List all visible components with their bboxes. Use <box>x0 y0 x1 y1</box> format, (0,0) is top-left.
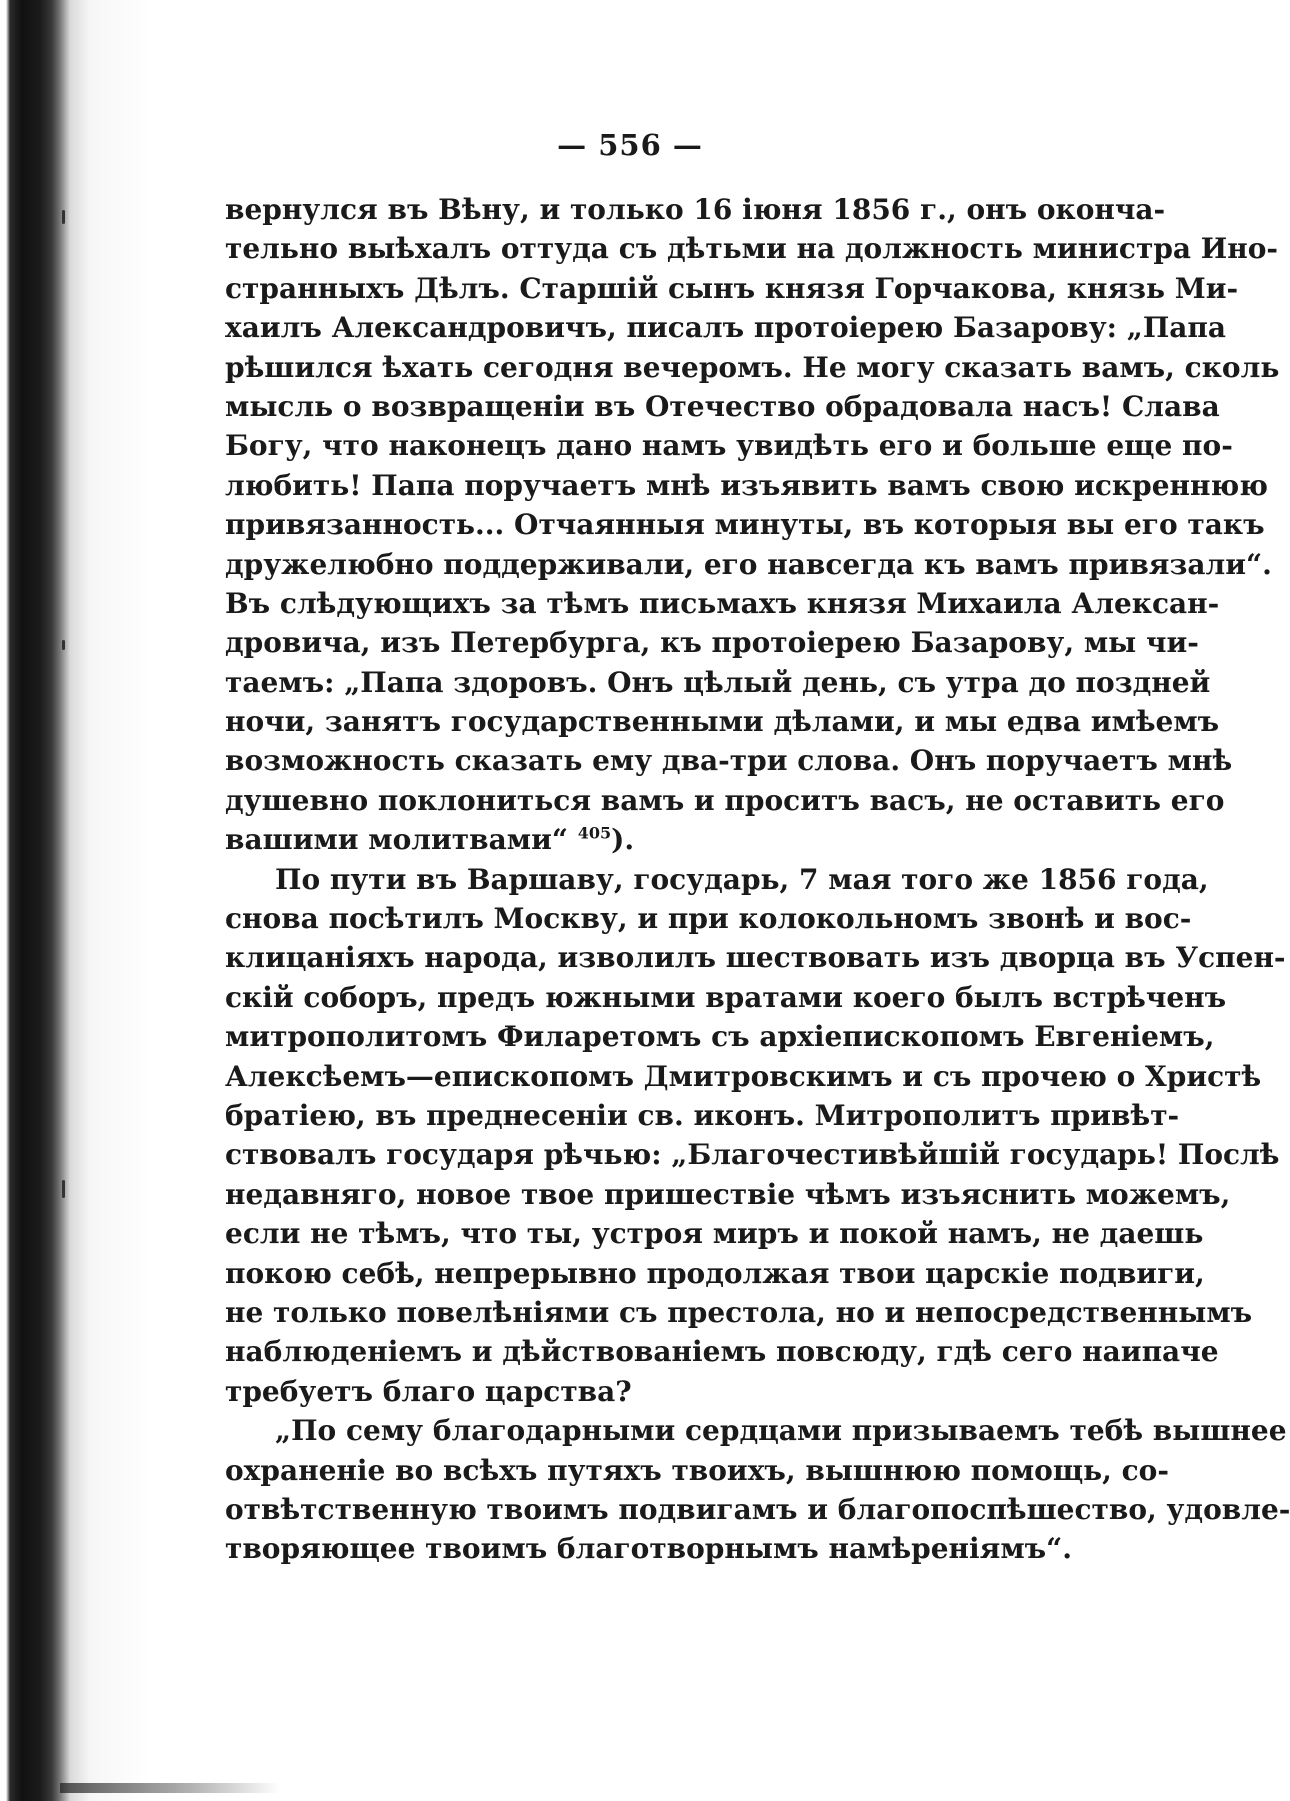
footnote-reference[interactable]: 405 <box>577 823 612 843</box>
scan-speck <box>62 640 65 650</box>
text-line: недавняго, новое твое пришествіе чѣмъ изъяснить можемъ, <box>225 1177 1231 1211</box>
text-line: странныхъ Дѣлъ. Старшій сынъ князя Горчакова, князь Ми- <box>225 271 1239 305</box>
text-line: покою себѣ, непрерывно продолжая твои царскіе подвиги, <box>225 1256 1205 1290</box>
text-line: скій соборъ, предъ южными вратами коего былъ встрѣченъ <box>225 980 1227 1014</box>
text-line: дружелюбно поддерживали, его навсегда къ вамъ привязали“. <box>225 547 1272 581</box>
text-line: рѣшился ѣхать сегодня вечеромъ. Не могу сказать вамъ, сколь <box>225 350 1280 384</box>
text-line: тельно выѣхалъ оттуда съ дѣтьми на должность министра Ино- <box>225 232 1279 266</box>
text-line: привязанность... Отчаянныя минуты, въ которыя вы его такъ <box>225 508 1265 542</box>
text-line: вернулся въ Вѣну, и только 16 іюня 1856 г., онъ оконча- <box>225 193 1166 226</box>
scan-binding-edge <box>0 0 150 1801</box>
paragraph-1 <box>225 190 1280 860</box>
text-line: наблюденіемъ и дѣйствованіемъ повсюду, гдѣ сего наипаче <box>225 1335 1219 1369</box>
text-line: таемъ: „Папа здоровъ. Онъ цѣлый день, съ утра до поздней <box>225 665 1211 699</box>
text-line-final <box>225 820 1065 859</box>
final-line-tail: ). <box>611 823 635 857</box>
text-line: отвѣтственную твоимъ подвигамъ и благопоспѣшество, удовле- <box>225 1492 1290 1526</box>
final-line-text: вашими молитвами“ <box>225 823 568 857</box>
text-line: Въ слѣдующихъ за тѣмъ письмахъ князя Михаила Алексан- <box>225 586 1220 620</box>
text-line: Алексѣемъ—епископомъ Дмитровскимъ и съ прочею о Христѣ <box>225 1059 1262 1093</box>
text-line: мысль о возвращеніи въ Отечество обрадовала насъ! Слава <box>225 389 1220 423</box>
paragraph-2 <box>225 860 1286 1411</box>
text-line: творяющее твоимъ благотворнымъ намѣреніямъ“. <box>225 1532 1072 1566</box>
paragraph-3 <box>225 1411 1290 1569</box>
text-line: По пути въ Варшаву, государь, 7 мая того же 1856 года, <box>275 862 1209 896</box>
text-line: охраненіе во всѣхъ путяхъ твоихъ, вышнюю помощь, со- <box>225 1453 1169 1487</box>
text-line: ночи, занятъ государственными дѣлами, и мы едва имѣемъ <box>225 705 1220 739</box>
scan-speck <box>62 1180 65 1198</box>
text-line: Богу, что наконецъ дано намъ увидѣть его и больше еще по- <box>225 429 1233 463</box>
text-line: хаилъ Александровичъ, писалъ протоіерею Базарову: „Папа <box>225 311 1227 345</box>
text-line: ствовалъ государя рѣчью: „Благочестивѣйшій государь! Послѣ <box>225 1138 1280 1172</box>
scan-speck <box>62 210 65 224</box>
text-line: братіею, въ преднесеніи св. иконъ. Митрополитъ привѣт- <box>225 1098 1180 1132</box>
text-line: любить! Папа поручаетъ мнѣ изъявить вамъ свою искреннюю <box>225 468 1268 502</box>
text-line: клицаніяхъ народа, изволилъ шествовать изъ дворца въ Успен- <box>225 941 1286 975</box>
text-line: возможность сказать ему два-три слова. Онъ поручаетъ мнѣ <box>225 744 1233 778</box>
body-text <box>225 190 1290 1569</box>
text-line: душевно поклониться вамъ и проситъ васъ, не оставить его <box>225 783 1225 817</box>
text-line: если не тѣмъ, что ты, устроя миръ и покой намъ, не даешь <box>225 1217 1204 1251</box>
text-line: митрополитомъ Филаретомъ съ архіепископомъ Евгеніемъ, <box>225 1020 1215 1054</box>
scan-bottom-shadow <box>60 1783 280 1793</box>
page-number: — 556 — <box>557 128 703 162</box>
text-line: дровича, изъ Петербурга, къ протоіерею Базарову, мы чи- <box>225 626 1199 660</box>
text-line: снова посѣтилъ Москву, и при колокольномъ звонѣ и вос- <box>225 902 1192 936</box>
text-line: требуетъ благо царства? <box>225 1374 632 1408</box>
text-line: не только повелѣніями съ престола, но и непосредственнымъ <box>225 1295 1253 1329</box>
text-line: „По сему благодарными сердцами призываемъ тебѣ вышнее <box>275 1414 1287 1448</box>
